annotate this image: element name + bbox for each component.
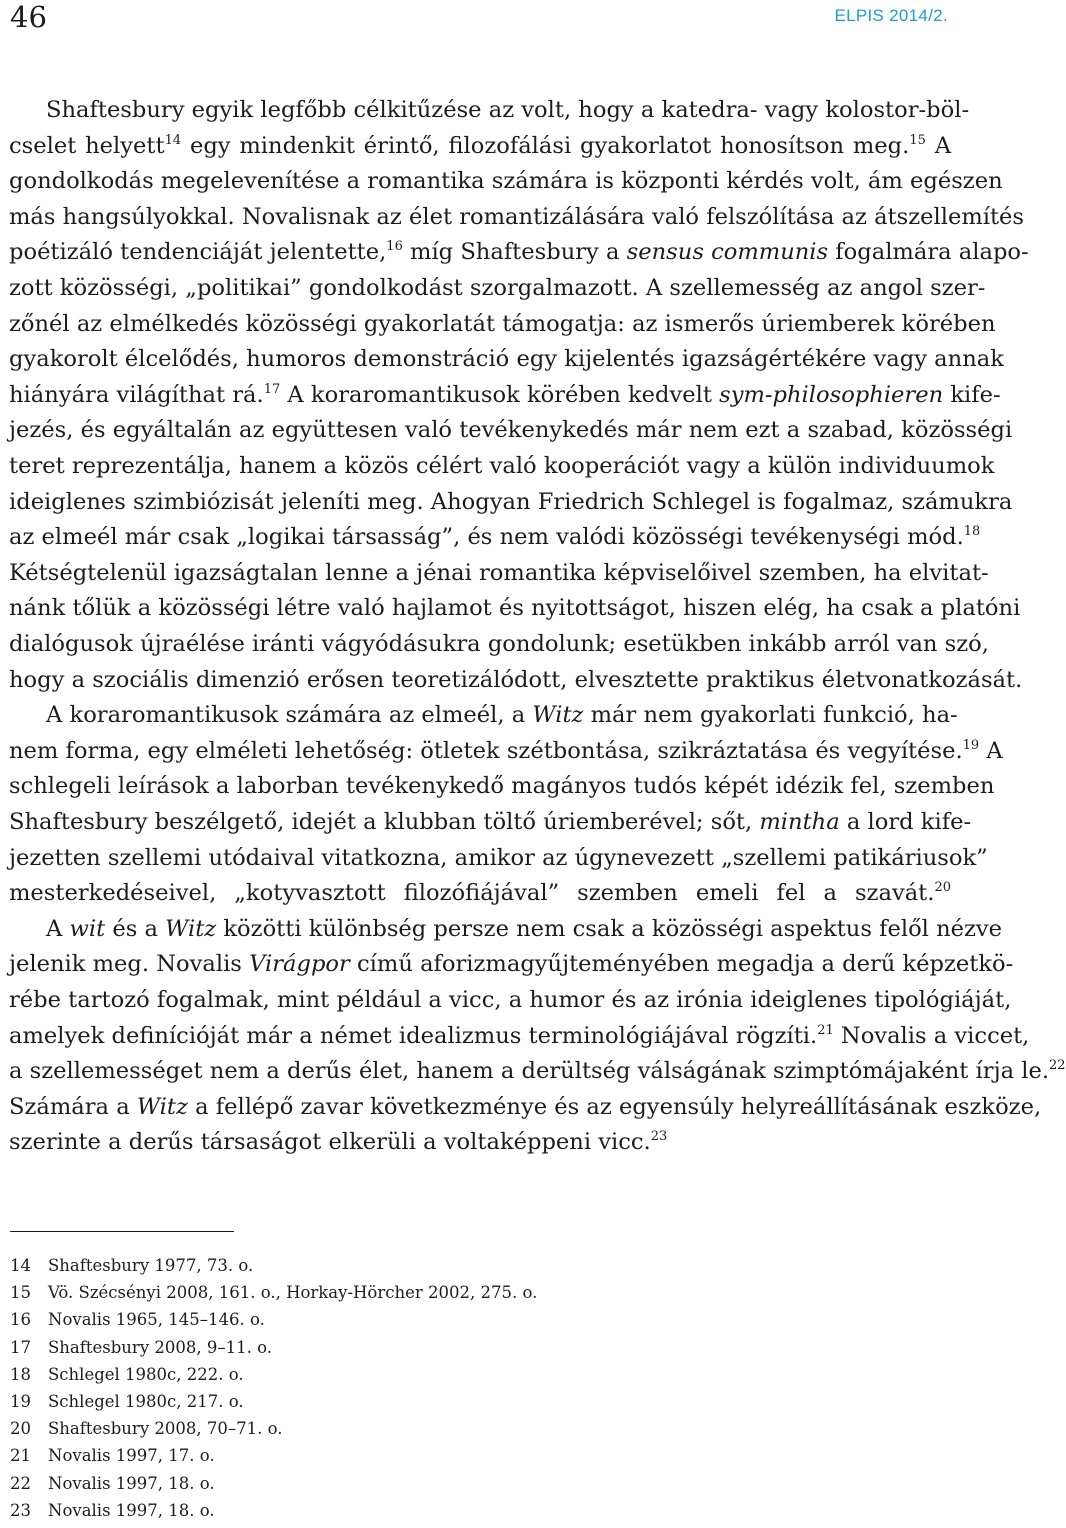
text-run: a fellépő zavar következménye és az egyensúly helyreállításának eszköze,: [187, 1093, 1042, 1120]
text-run: közötti különbség persze nem csak a közösségi aspektus felől nézve: [216, 915, 1003, 942]
footnote-item: [10, 1474, 215, 1494]
footnote-text: Schlegel 1980c, 217. o.: [48, 1392, 244, 1411]
footnote-number: 23: [10, 1500, 31, 1520]
text-run: nánk tőlük a közösségi létre való hajlamot és nyitottságot, hiszen elég, ha csak a platóni: [9, 595, 1021, 622]
text-run: A: [925, 132, 952, 159]
text-run: más hangsúlyokkal. Novalisnak az élet romantizálására való felszólítása az átszellemítés: [9, 203, 1025, 230]
text-run: nem forma, egy elméleti lehetőség: ötletek szétbontása, szikráztatása és vegyítése.: [9, 737, 963, 764]
footnote-ref: 21: [817, 1022, 834, 1038]
text-run: cselet helyett: [9, 132, 165, 159]
text-run: az elmeél már csak „logikai társasság”, és nem valódi közösségi tevékenységi mód.: [9, 524, 964, 551]
text-run: zőnél az elmélkedés közösségi gyakorlatát támogatja: az ismerős úriemberek körében: [9, 310, 996, 337]
body-line: [9, 344, 1004, 374]
text-run: rébe tartozó fogalmak, mint például a vicc, a humor és az irónia ideiglenes tipológiáját,: [9, 987, 1012, 1013]
footnote-item: [10, 1419, 282, 1439]
text-run: jelenik meg. Novalis: [9, 951, 250, 978]
italic-term: Witz: [136, 1093, 188, 1120]
text-run: hogy a szociális dimenzió erősen teoretizálódott, elvesztette praktikus életvonatkozását.: [9, 666, 1023, 693]
text-run: míg Shaftesbury a: [402, 239, 627, 266]
footnote-item: [10, 1338, 272, 1358]
text-run: teret reprezentálja, hanem a közös célért való kooperációt vagy a külön individuumok: [9, 453, 995, 479]
italic-term: Virágpor: [249, 951, 350, 978]
text-run: egy mindenkit érintő, filozofálási gyakorlatot honosítson meg.: [181, 132, 910, 159]
italic-term: mintha: [759, 809, 840, 835]
text-run: poétizáló tendenciáját jelentette,: [9, 239, 387, 266]
footnote-text: Novalis 1997, 18. o.: [48, 1473, 215, 1493]
italic-term: Witz: [532, 702, 584, 729]
italic-term: sym-philosophieren: [719, 381, 944, 408]
text-run: hiányára világíthat rá.: [9, 381, 264, 408]
text-run: schlegeli leírások a laborban tevékenykedő magányos tudós képét idézik fel, szemben: [9, 773, 995, 800]
footnote-ref: 17: [263, 381, 281, 397]
footnote-item: [10, 1365, 244, 1385]
body-line: [9, 131, 951, 161]
text-run: Novalis a viccet,: [833, 1022, 1030, 1049]
footnote-text: Shaftesbury 2008, 9–11. o.: [48, 1337, 272, 1357]
footnote-number: 21: [10, 1446, 31, 1466]
body-line: [46, 95, 970, 125]
footnote-number: 22: [10, 1473, 31, 1493]
footnote-ref: 23: [650, 1129, 668, 1145]
text-run: gondolkodás megelevenítése a romantika számára is központi kérdés volt, ám egészen: [9, 168, 1003, 195]
text-run: zott közösségi, „politikai” gondolkodást szorgalmazott. A szellemesség az angol szer-: [9, 275, 986, 301]
body-line: [9, 237, 1029, 267]
footnote-item: [10, 1392, 244, 1412]
italic-term: wit: [69, 915, 106, 942]
footnote-number: 14: [10, 1256, 31, 1275]
footnote-number: 17: [10, 1337, 31, 1357]
text-run: Shaftesbury beszélgető, idejét a klubban töltő úriemberével; sőt,: [9, 809, 760, 835]
text-run: fogalmára alapo-: [828, 239, 1029, 266]
text-run: amelyek definícióját már a német idealizmus terminológiájával rögzíti.: [9, 1022, 818, 1049]
text-run: Shaftesbury egyik legfőbb célkitűzése az volt, hogy a katedra- vagy kolostor-böl-: [46, 97, 970, 123]
footnote-text: Vö. Szécsényi 2008, 161. o., Horkay-Hörcher 2002, 275. o.: [48, 1283, 538, 1303]
footnote-number: 19: [10, 1392, 31, 1411]
body-line: [9, 1056, 1066, 1086]
body-line: [9, 593, 1021, 623]
body-line: [9, 736, 1003, 766]
footnote-number: 16: [10, 1310, 31, 1330]
body-line: [9, 166, 1003, 196]
body-line: [9, 985, 1012, 1015]
text-run: gyakorolt élcelődés, humoros demonstráció egy kijelentés igazságértékére vagy annak: [9, 346, 1004, 373]
footnote-number: 15: [10, 1283, 31, 1303]
body-line: [9, 415, 1013, 445]
body-line: [9, 949, 1014, 979]
footnote-item: [10, 1446, 215, 1466]
body-line: [9, 273, 986, 303]
footnote-ref: 14: [164, 132, 182, 148]
body-line: [9, 522, 981, 552]
body-line: [9, 843, 988, 873]
body-line: [9, 202, 1025, 232]
text-run: A: [979, 737, 1003, 764]
body-line: [9, 1021, 1030, 1051]
footnote-text: Novalis 1997, 18. o.: [48, 1500, 215, 1520]
footnote-number: 18: [10, 1364, 31, 1384]
footnote-text: Novalis 1965, 145–146. o.: [48, 1310, 265, 1330]
text-run: a szellemességet nem a derűs élet, hanem a derültség válságának szimptómájaként írja le.: [9, 1058, 1050, 1085]
body-line: [9, 309, 996, 339]
body-line: [9, 878, 951, 908]
text-run: jezés, és egyáltalán az együttesen való tevékenykedés már nem ezt a szabad, közösségi: [9, 417, 1013, 444]
footnote-item: [10, 1283, 537, 1303]
footnote-ref: 18: [963, 524, 981, 540]
footnote-ref: 22: [1049, 1058, 1066, 1074]
footnote-ref: 15: [909, 132, 926, 148]
page-number: 46: [10, 0, 47, 34]
italic-term: Witz: [165, 915, 217, 942]
body-line: [46, 914, 1003, 944]
body-line: [9, 771, 995, 801]
text-run: című aforizmagyűjteményében megadja a derű képzetkö-: [349, 951, 1014, 978]
text-run: kife-: [943, 381, 1001, 408]
body-line: [46, 700, 958, 730]
body-line: [9, 629, 989, 659]
body-line: [9, 1127, 951, 1157]
text-run: ideiglenes szimbiózisát jeleníti meg. Ahogyan Friedrich Schlegel is fogalmaz, számukra: [9, 488, 1013, 515]
text-run: jezetten szellemi utódaival vitatkozna, amikor az úgynevezett „szellemi patikáriusok”: [9, 844, 988, 871]
footnote-ref: 16: [386, 239, 403, 255]
body-line: [9, 1092, 1042, 1122]
footnote-item: [10, 1310, 265, 1330]
text-run: A koraromantikusok számára az elmeél, a: [46, 702, 533, 729]
footnote-item: [10, 1256, 253, 1276]
footnote-divider: [10, 1231, 234, 1232]
body-line: [9, 451, 995, 481]
italic-term: sensus communis: [626, 239, 829, 266]
text-run: szerinte a derűs társaságot elkerüli a voltaképpeni vicc.: [9, 1129, 651, 1156]
text-run: már nem gyakorlati funkció, ha-: [583, 702, 958, 729]
text-run: A: [46, 915, 70, 942]
text-run: Kétségtelenül igazságtalan lenne a jénai romantika képviselőivel szemben, ha elvitat-: [9, 559, 989, 586]
text-run: A koraromantikusok körében kedvelt: [280, 381, 720, 408]
footnote-text: Novalis 1997, 17. o.: [48, 1446, 215, 1466]
text-run: a lord kife-: [839, 809, 972, 835]
body-line: [9, 807, 972, 837]
footnote-ref: 19: [962, 737, 980, 753]
text-run: és a: [105, 915, 166, 942]
footnote-text: Shaftesbury 2008, 70–71. o.: [48, 1419, 283, 1439]
footnote-text: Schlegel 1980c, 222. o.: [48, 1364, 244, 1384]
journal-title: ELPIS 2014/2.: [834, 6, 948, 25]
body-line: [9, 380, 1001, 410]
footnote-ref: 20: [934, 880, 951, 896]
footnote-item: [10, 1501, 215, 1521]
body-line: [9, 487, 1013, 517]
text-run: mesterkedéseivel, „kotyvasztott filozófiájával” szemben emeli fel a szavát.: [9, 880, 935, 907]
body-line: [9, 665, 1023, 695]
text-run: Számára a: [9, 1093, 137, 1120]
text-run: dialógusok újraélése iránti vágyódásukra gondolunk; esetükben inkább arról van szó,: [9, 631, 989, 657]
footnote-text: Shaftesbury 1977, 73. o.: [48, 1256, 254, 1275]
footnote-number: 20: [10, 1419, 31, 1439]
body-line: [9, 558, 989, 588]
